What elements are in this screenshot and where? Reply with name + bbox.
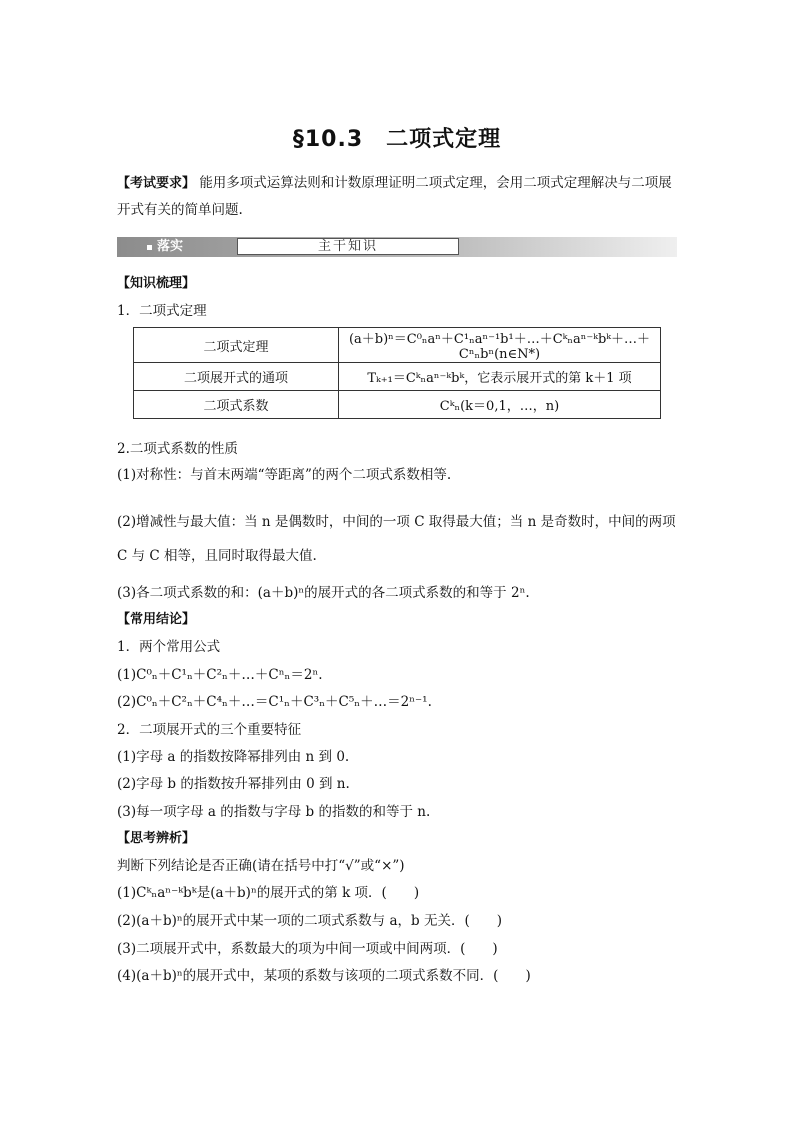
- banner-left-label: 落实: [157, 239, 184, 254]
- banner-tab: 主干知识: [237, 238, 459, 255]
- section-think: 【思考辨析】: [117, 831, 196, 846]
- features-heading: 2．二项展开式的三个重要特征: [117, 722, 302, 738]
- formula-2: (2)C⁰ₙ＋C²ₙ＋C⁴ₙ＋…＝C¹ₙ＋C³ₙ＋C⁵ₙ＋…＝2ⁿ⁻¹.: [117, 694, 432, 710]
- property-sum: (3)各二项式系数的和：(a＋b)ⁿ的展开式的各二项式系数的和等于 2ⁿ.: [117, 585, 530, 601]
- table-cell-label: 二项式系数: [134, 391, 339, 419]
- feature-3: (3)每一项字母 a 的指数与字母 b 的指数的和等于 n.: [117, 804, 431, 820]
- table-cell-content: Cᵏₙ(k＝0,1，…，n): [339, 391, 661, 419]
- table-cell-label: 二项式定理: [134, 328, 339, 363]
- table-cell-content: Tₖ₊₁＝Cᵏₙaⁿ⁻ᵏbᵏ，它表示展开式的第 k＋1 项: [339, 363, 661, 391]
- judge-intro: 判断下列结论是否正确(请在括号中打“√”或“×”): [117, 858, 405, 874]
- table-row: [134, 391, 661, 419]
- theorem-table: [133, 327, 661, 419]
- table-row: [134, 363, 661, 391]
- exam-text: 能用多项式运算法则和计数原理证明二项式定理，会用二项式定理解决与二项展开式有关的简单问题.: [117, 175, 672, 218]
- property-monotonic: (2)增减性与最大值：当 n 是偶数时，中间的一项 C 取得最大值；当 n 是奇数时，中间的两项 C 与 C 相等，且同时取得最大值.: [117, 514, 676, 564]
- props-heading: 2.二项式系数的性质: [117, 441, 238, 457]
- quiz-item-2: (2)(a＋b)ⁿ的展开式中某一项的二项式系数与 a，b 无关．( ): [117, 913, 502, 929]
- table-cell-content: (a＋b)ⁿ＝C⁰ₙaⁿ＋C¹ₙaⁿ⁻¹b¹＋…＋Cᵏₙaⁿ⁻ᵏbᵏ＋…＋Cⁿₙbⁿ(n∈N*): [339, 328, 661, 363]
- quiz-item-1: (1)Cᵏₙaⁿ⁻ᵏbᵏ是(a＋b)ⁿ的展开式的第 k 项．( ): [117, 885, 420, 901]
- feature-2: (2)字母 b 的指数按升幂排列由 0 到 n.: [117, 776, 350, 792]
- section-banner: [117, 237, 677, 257]
- quiz-item-4: (4)(a＋b)ⁿ的展开式中，某项的系数与该项的二项式系数不同．( ): [117, 968, 531, 984]
- formulas-heading: 1．两个常用公式: [117, 639, 221, 655]
- exam-label: 【考试要求】: [117, 176, 196, 191]
- formula-1: (1)C⁰ₙ＋C¹ₙ＋C²ₙ＋…＋Cⁿₙ＝2ⁿ.: [117, 667, 323, 683]
- property-symmetry: (1)对称性：与首末两端“等距离”的两个二项式系数相等.: [117, 467, 452, 483]
- table-row: [134, 328, 661, 363]
- quiz-item-3: (3)二项展开式中，系数最大的项为中间一项或中间两项．( ): [117, 941, 498, 957]
- section-common: 【常用结论】: [117, 612, 196, 627]
- square-bullet-icon: [147, 245, 152, 250]
- banner-left: [117, 237, 237, 257]
- exam-requirement: [117, 170, 677, 223]
- feature-1: (1)字母 a 的指数按降幂排列由 n 到 0.: [117, 749, 350, 765]
- table-cell-label: 二项展开式的通项: [134, 363, 339, 391]
- page-title: §10.3 二项式定理: [292, 127, 502, 152]
- section-knowledge: 【知识梳理】: [117, 276, 196, 291]
- theorem-heading: 1．二项式定理: [117, 303, 207, 319]
